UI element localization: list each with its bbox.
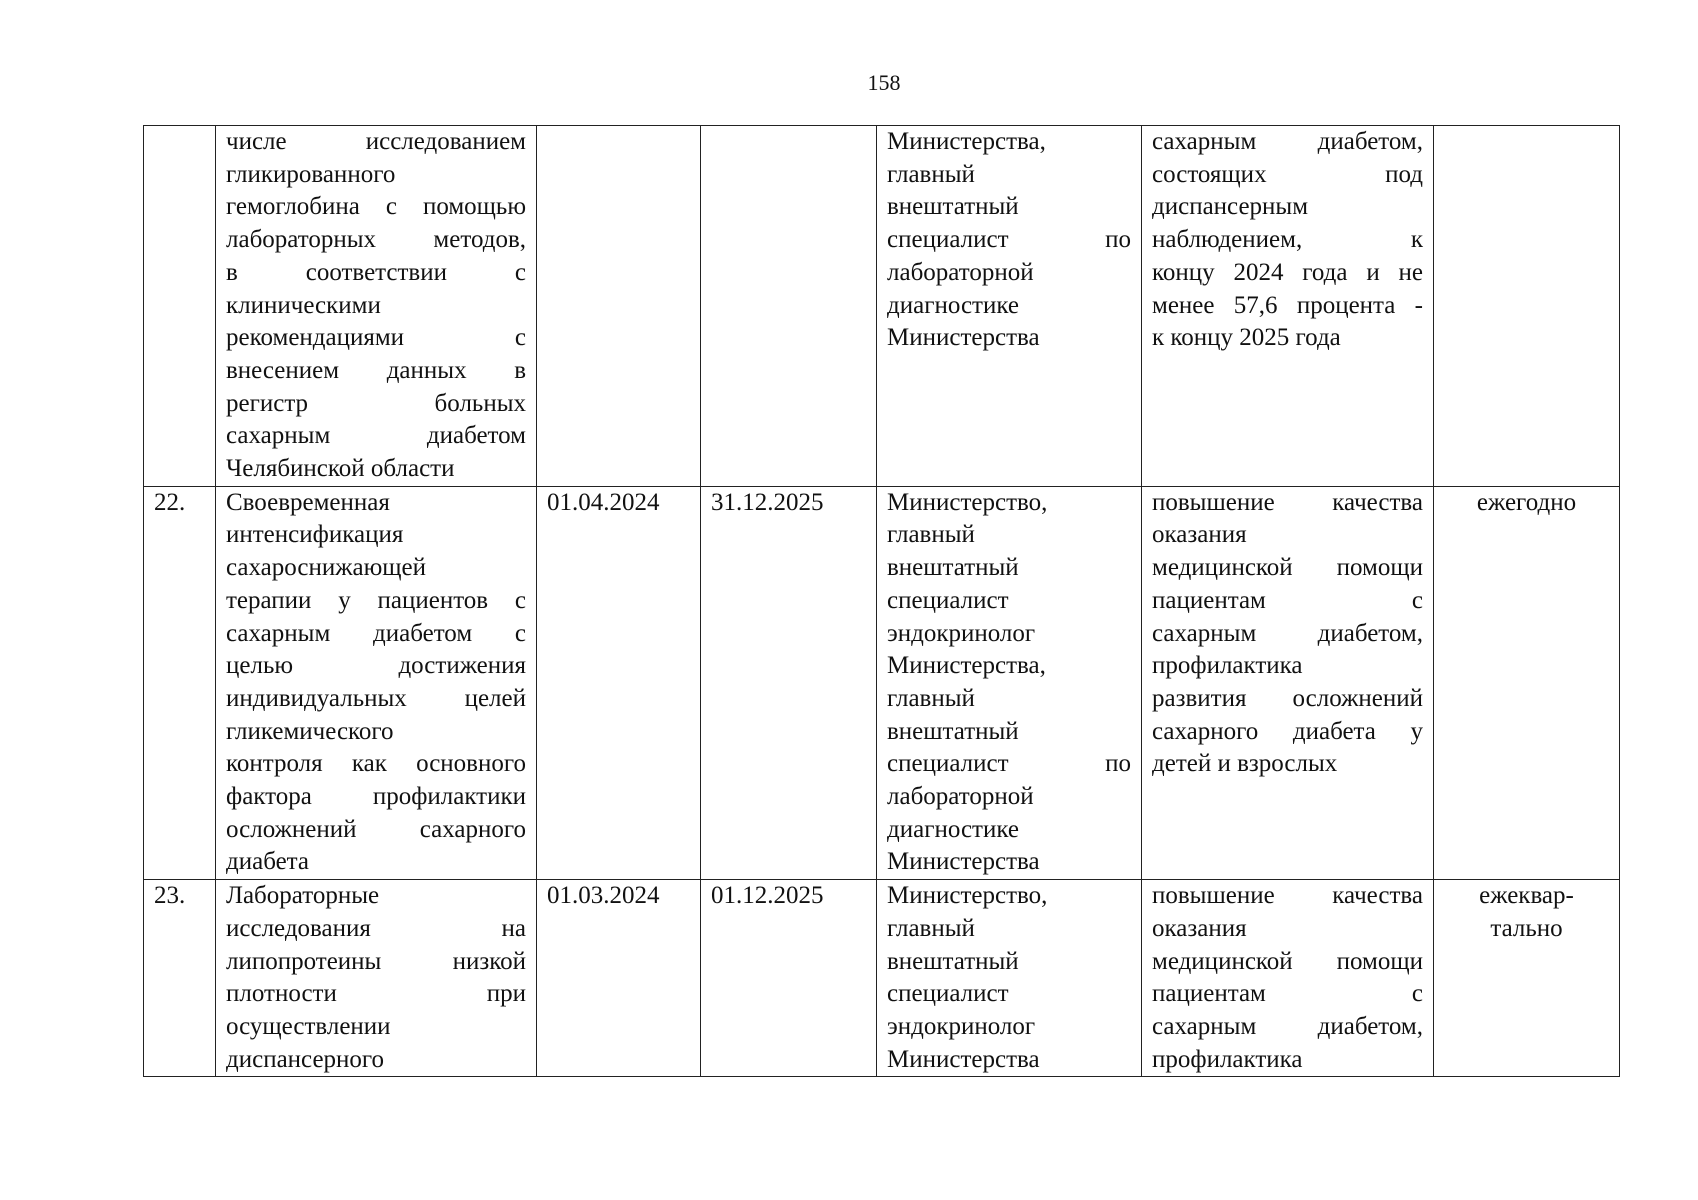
cell-line: гемоглобина с помощью — [226, 193, 526, 221]
responsible-cell — [877, 126, 1142, 487]
cell-line: в соответствии с — [226, 258, 526, 286]
result-cell — [1142, 126, 1434, 487]
cell-line: гликемического — [226, 717, 394, 745]
cell-line: пациентам с — [1152, 586, 1423, 614]
cell-line: терапии у пациентов с — [226, 586, 526, 614]
cell-line: ежегодно — [1476, 488, 1577, 516]
cell-line: развития осложнений — [1152, 684, 1423, 712]
cell-line: детей и взрослых — [1152, 750, 1338, 778]
cell-line: сахарного диабета у — [1152, 717, 1423, 745]
cell-line: Министерство, — [887, 882, 1048, 910]
end-date-cell — [701, 126, 877, 487]
cell-line: диспансерного — [226, 1045, 385, 1073]
cell-line: целью достижения — [226, 652, 526, 680]
result-cell — [1142, 486, 1434, 879]
cell-line: диагностике — [887, 815, 1019, 843]
measures-table — [143, 125, 1620, 1077]
cell-line: Министерства, — [887, 128, 1046, 155]
start-date-cell — [537, 486, 701, 879]
cell-line: ежеквар- — [1479, 882, 1574, 910]
end-date-cell — [701, 486, 877, 879]
cell-line: наблюдением, к — [1152, 226, 1423, 254]
cell-line: эндокринолог — [887, 1012, 1036, 1040]
activity-cell — [216, 486, 537, 879]
cell-line: сахарным диабетом, — [1152, 128, 1423, 155]
cell-line: внештатный — [887, 947, 1019, 975]
cell-text: 01.12.2025 — [711, 882, 824, 910]
cell-line: сахароснижающей — [226, 554, 427, 582]
cell-line: контроля как основного — [226, 750, 526, 778]
cell-line: диспансерным — [1152, 193, 1309, 221]
table-row — [144, 486, 1620, 879]
cell-line: специалист — [887, 586, 1009, 614]
cell-line: Министерства — [887, 1045, 1040, 1073]
cell-line: сахарным диабетом с — [226, 619, 526, 647]
cell-line: лабораторных методов, — [226, 226, 526, 254]
cell-line: оказания — [1152, 914, 1247, 942]
cell-line: осложнений сахарного — [226, 815, 526, 843]
cell-line: оказания — [1152, 521, 1247, 549]
cell-line: внесением данных в — [226, 356, 526, 384]
cell-line: исследования на — [226, 914, 526, 942]
activity-cell — [216, 880, 537, 1077]
table-row — [144, 880, 1620, 1077]
cell-line: Лабораторные — [226, 882, 380, 910]
cell-text: 22. — [154, 488, 186, 516]
cell-text: 01.03.2024 — [547, 882, 660, 910]
cell-line: главный — [887, 160, 975, 188]
cell-line: концу 2024 года и не — [1152, 258, 1423, 286]
cell-line: Министерство, — [887, 488, 1048, 516]
cell-line: специалист по — [887, 750, 1131, 778]
cell-line: повышение качества — [1152, 488, 1423, 516]
cell-line: медицинской помощи — [1152, 947, 1423, 975]
cell-line: Министерства, — [887, 652, 1046, 680]
cell-line: пациентам с — [1152, 980, 1423, 1008]
cell-text: 31.12.2025 — [711, 488, 824, 516]
cell-line: осуществлении — [226, 1012, 391, 1040]
cell-line: главный — [887, 521, 975, 549]
cell-line: сахарным диабетом, — [1152, 1012, 1423, 1040]
start-date-cell — [537, 880, 701, 1077]
activity-cell — [216, 126, 537, 487]
table-row — [144, 126, 1620, 487]
row-number-cell — [144, 486, 216, 879]
cell-line: Челябинской области — [226, 455, 455, 483]
cell-line: липопротеины низкой — [226, 947, 526, 975]
cell-line: числе исследованием — [226, 128, 526, 155]
cell-line: эндокринолог — [887, 619, 1036, 647]
row-number-cell — [144, 880, 216, 1077]
cell-line: Министерства — [887, 324, 1040, 352]
cell-line: плотности при — [226, 980, 526, 1008]
frequency-cell — [1434, 486, 1620, 879]
cell-line: сахарным диабетом — [226, 422, 526, 450]
cell-line: индивидуальных целей — [226, 684, 526, 712]
cell-line: лабораторной — [887, 258, 1034, 286]
cell-line: фактора профилактики — [226, 783, 526, 811]
cell-line: сахарным диабетом, — [1152, 619, 1423, 647]
cell-line: рекомендациями с — [226, 324, 526, 352]
cell-line: специалист — [887, 980, 1009, 1008]
result-cell — [1142, 880, 1434, 1077]
cell-line: регистр больных — [226, 389, 526, 417]
cell-line: менее 57,6 процента - — [1152, 291, 1423, 319]
cell-line: специалист по — [887, 226, 1131, 254]
responsible-cell — [877, 486, 1142, 879]
cell-line: профилактика — [1152, 1045, 1303, 1073]
cell-line: клиническими — [226, 291, 381, 319]
cell-line: интенсификация — [226, 521, 404, 549]
cell-line: к концу 2025 года — [1152, 324, 1341, 352]
cell-line: повышение качества — [1152, 882, 1423, 910]
frequency-cell — [1434, 126, 1620, 487]
cell-line: главный — [887, 684, 975, 712]
cell-line: внештатный — [887, 554, 1019, 582]
frequency-cell — [1434, 880, 1620, 1077]
row-number-cell — [144, 126, 216, 487]
cell-line: профилактика — [1152, 652, 1303, 680]
end-date-cell — [701, 880, 877, 1077]
cell-line: Министерства — [887, 848, 1040, 876]
cell-line: лабораторной — [887, 783, 1034, 811]
responsible-cell — [877, 880, 1142, 1077]
cell-text: 23. — [154, 882, 186, 910]
cell-line: Своевременная — [226, 488, 390, 516]
cell-line: медицинской помощи — [1152, 554, 1423, 582]
cell-line: гликированного — [226, 160, 396, 188]
page-number: 158 — [867, 70, 901, 95]
cell-text: 01.04.2024 — [547, 488, 660, 516]
cell-line: диабета — [226, 848, 310, 876]
cell-line: диагностике — [887, 291, 1019, 319]
cell-line: внештатный — [887, 717, 1019, 745]
cell-line: главный — [887, 914, 975, 942]
cell-line: состоящих под — [1152, 160, 1423, 188]
cell-line: тально — [1490, 914, 1563, 942]
cell-line: внештатный — [887, 193, 1019, 221]
start-date-cell — [537, 126, 701, 487]
